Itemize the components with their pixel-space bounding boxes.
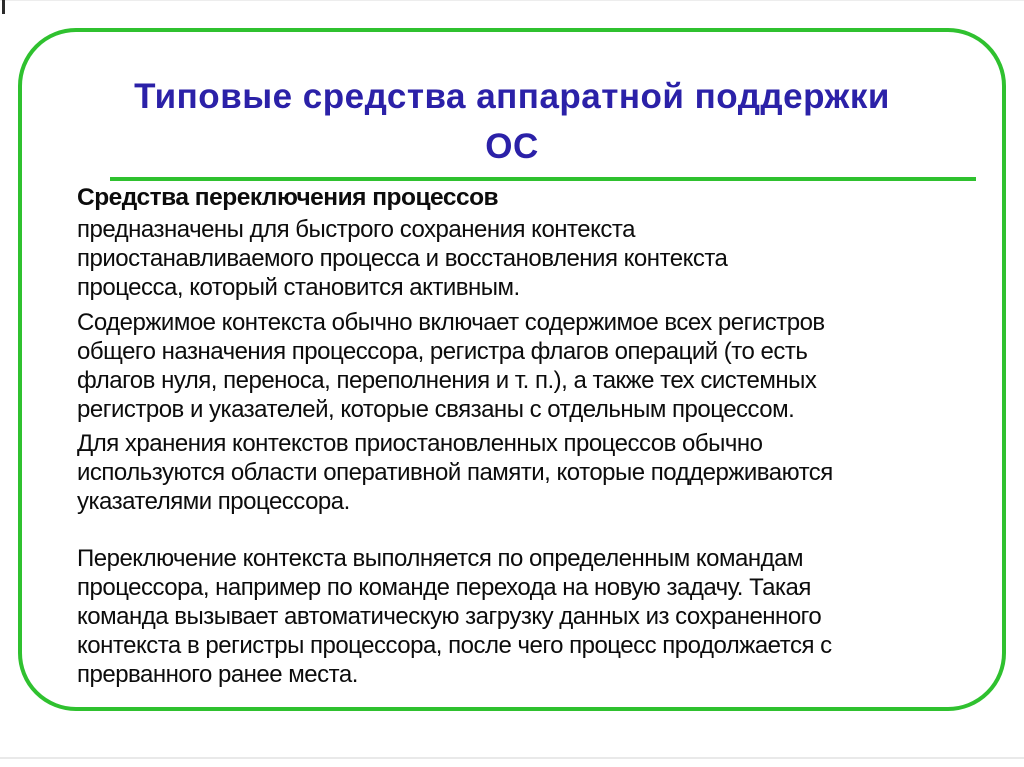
- text-line: приостанавливаемого процесса и восстановления контекста: [77, 245, 728, 272]
- text-line: предназначены для быстрого сохранения контекста: [77, 216, 635, 243]
- slide-body: [77, 182, 1012, 689]
- bottom-edge-line: [0, 757, 1024, 759]
- text-line: используются области оперативной памяти, которые поддерживаются: [77, 459, 833, 486]
- slide-title: [62, 72, 962, 172]
- paragraph-2: [77, 308, 1012, 424]
- text-line: команда вызывает автоматическую загрузку данных из сохраненного: [77, 603, 822, 630]
- title-line-1: Типовые средства аппаратной поддержки: [134, 77, 890, 116]
- text-line: регистров и указателей, которые связаны с отдельным процессом.: [77, 396, 795, 423]
- text-line: указателями процессора.: [77, 488, 350, 515]
- text-line: общего назначения процессора, регистра флагов операций (то есть: [77, 338, 808, 365]
- text-line: контекста в регистры процессора, после чего процесс продолжается с: [77, 632, 832, 659]
- text-line: Переключение контекста выполняется по определенным командам: [77, 545, 803, 572]
- text-line: флагов нуля, переноса, переполнения и т. п.), а также тех системных: [77, 367, 817, 394]
- text-line: процессора, например по команде перехода на новую задачу. Такая: [77, 574, 811, 601]
- text-line: Для хранения контекстов приостановленных процессов обычно: [77, 430, 763, 457]
- title-underline: [110, 177, 976, 181]
- text-line: процесса, который становится активным.: [77, 274, 520, 301]
- paragraph-3: [77, 429, 1012, 516]
- paragraph-4: [77, 544, 1012, 689]
- text-line: Содержимое контекста обычно включает содержимое всех регистров: [77, 309, 825, 336]
- section-heading: Средства переключения процессов: [77, 184, 499, 211]
- slide-frame: [18, 28, 1006, 711]
- top-left-edge-tick: [2, 0, 5, 14]
- text-line: прерванного ранее места.: [77, 661, 358, 688]
- title-line-2: ОС: [485, 127, 539, 166]
- paragraph-1: [77, 215, 1012, 302]
- top-edge-line: [0, 0, 1024, 1]
